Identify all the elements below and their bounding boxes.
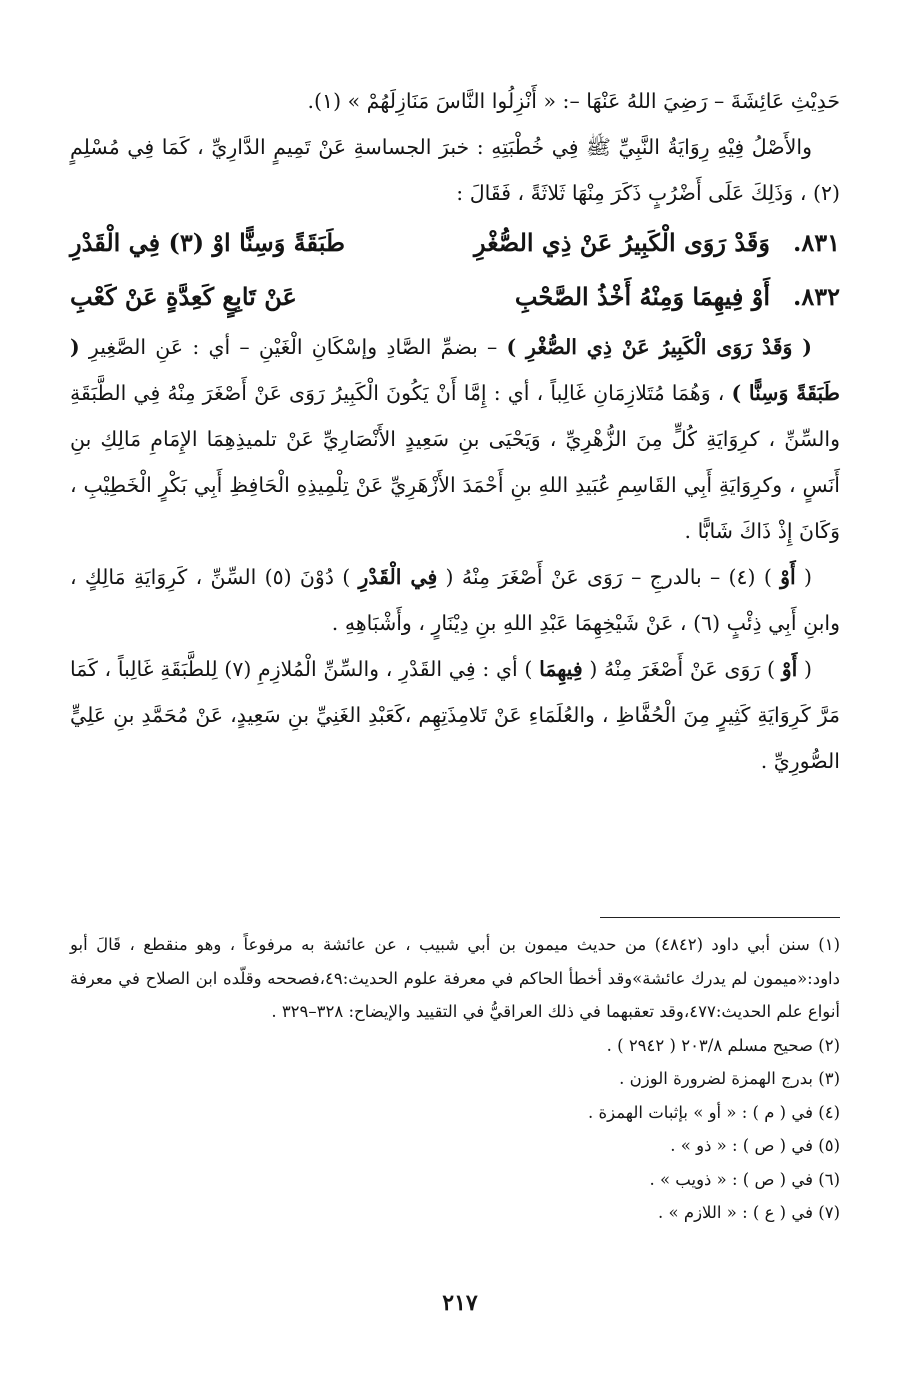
quoted-verse-text: أَوْ [780,565,796,589]
quoted-verse-text: فِيهِمَا [539,657,583,681]
paragraph-commentary-3 [70,646,840,784]
commentary-text: ) رَوَى عَنْ أَصْغَرَ مِنْهُ ( [582,657,782,681]
verse-831 [70,216,840,270]
commentary-text: – بضمِّ الصَّادِ وإسْكَانِ الْغَيْنِ – أي : عَنِ الصَّغِيرِ [79,335,507,359]
paragraph-hadith-aisha: حَدِيْثِ عَائِشَةَ – رَضِيَ اللهُ عَنْهَا –: « أَنْزِلُوا النَّاسَ مَنَازِلَهُمْ » (١). [307,89,840,113]
footnote-4: (٤) في ( م ) : « أو » بإثبات الهمزة . [588,1102,840,1122]
quoted-verse-text: أَوْ [781,657,798,681]
quoted-verse-text: ( وَقَدْ رَوَى الْكَبِيرُ عَنْ ذِي الصُّغْرِ ) [506,335,812,359]
main-text [70,78,840,784]
verse-first-hemistich: أَوْ فِيهِمَا وَمِنْهُ أَخْذُ الصَّحْبِ [514,282,770,311]
verse-832 [70,270,840,324]
footnote-divider [600,917,840,918]
paragraph-commentary-2 [70,554,840,646]
footnote-2: (٢) صحيح مسلم ٢٠٣/٨ ( ٢٩٤٢ ) . [606,1035,840,1055]
verse-first-hemistich: وَقَدْ رَوَى الْكَبِيرُ عَنْ ذِي الصُّغْرِ [473,228,770,257]
paragraph-commentary-1 [70,324,840,554]
paragraph-origin: والأَصْلُ فِيْهِ رِوَايَةُ النَّبِيِّ ﷺ فِي خُطْبَتِهِ : خبرَ الجساسةِ عَنْ تَمِيمٍ الدَّارِيِّ ، كَمَا فِي مُسْلِمٍ (٢) ، وَذَلِكَ عَلَى أَضْرُبٍ ذَكَرَ مِنْهَا ثَلاثَةً ، فَقَالَ : [70,135,840,205]
commentary-text: ) (٤) – بالدرجِ – رَوَى عَنْ أَصْغَرَ مِنْهُ ( [437,565,781,589]
quoted-verse-text: فِي الْقَدْرِ [358,565,438,589]
footnote-7: (٧) في ( ع ) : « اللازم » . [658,1203,840,1222]
footnotes [70,928,840,1230]
commentary-text: ) دُوْنَ (٥) السِّنِّ ، كَرِوَايَةِ مَالِكٍ ، وابنِ أَبِي ذِئْبٍ (٦) ، عَنْ شَيْخِهِمَا عَبْدِ اللهِ بنِ دِيْنَارٍ ، وأَشْبَاهِهِ . [70,565,840,635]
quoted-verse-text: ( طَبَقَةً وَسِنًّا ) [70,335,840,405]
commentary-text: ( [797,657,812,681]
verse-second-hemistich: عَنْ تَابِعٍ كَعِدَّةٍ عَنْ كَعْبِ [70,282,297,311]
verse-number: ٨٣١. [792,228,840,257]
footnote-1: (١) سنن أبي داود (٤٨٤٢) من حديث ميمون بن أبي شبيب ، عن عائشة به مرفوعاً ، وهو منقطع ، قَالَ أبو داود:«ميمون لم يدرك عائشة»وقد أخطأ الحاكم في معرفة علوم الحديث:٤٩،فصححه وقلّده ابن الصلاح في معرفة أنواع علم الحديث:٤٧٧،وقد تعقبهما في ذلك العراقيُّ في التقييد والإيضاح: ٣٢٨–٣٢٩ . [70,935,840,1021]
verse-second-hemistich: طَبَقَةً وَسِنًّا اوْ (٣) فِي الْقَدْرِ [70,228,346,257]
footnote-3: (٣) بدرج الهمزة لضرورة الوزن . [619,1069,840,1088]
commentary-text: ( [795,565,812,589]
commentary-text: ) أي : فِي القَدْرِ ، والسِّنِّ الْمُلازِمِ (٧) لِلطَّبَقَةِ غَالِباً ، كَمَا مَرَّ كَرِوَايَةِ كَثِيرٍ مِنَ الْحُفَّاظِ ، والعُلَمَاءِ عَنْ تَلامِذَتِهِم ،كَعَبْدِ الغَنِيِّ بنِ سَعِيدٍ، عَنْ مُحَمَّدِ بنِ عَلِيٍّ الصُّورِيِّ . [70,657,840,773]
verse-number: ٨٣٢. [792,282,840,311]
page-number: ٢١٧ [442,1290,478,1316]
footnote-6: (٦) في ( ص ) : « ذويب » . [649,1169,840,1189]
footnote-5: (٥) في ( ص ) : « ذو » . [670,1136,840,1155]
commentary-text: ، وَهُمَا مُتَلازِمَانِ غَالِباً ، أي : إِمَّا أَنْ يَكُونَ الْكَبِيرُ رَوَى عَنْ أَصْغَرَ مِنْهُ فِي الطَّبَقَةِ والسِّنِّ ، كرِوَايَةِ كُلٍّ مِنَ الزُّهْرِيِّ ، وَيَحْيَى بنِ سَعِيدٍ الأَنْصَارِيِّ عَنْ تلميذِهِمَا الإِمَامِ مَالِكِ بنِ أَنَسٍ ، وكرِوَايَةِ أَبِي القَاسِمِ عُبَيدِ اللهِ بنِ أَحْمَدَ الأَزْهَرِيِّ عَنْ تِلْمِيذِهِ الْحَافِظِ أَبِي بَكْرٍ الْخَطِيْبِ ، وَكَانَ إِذْ ذَاكَ شَابًّا . [70,381,840,543]
